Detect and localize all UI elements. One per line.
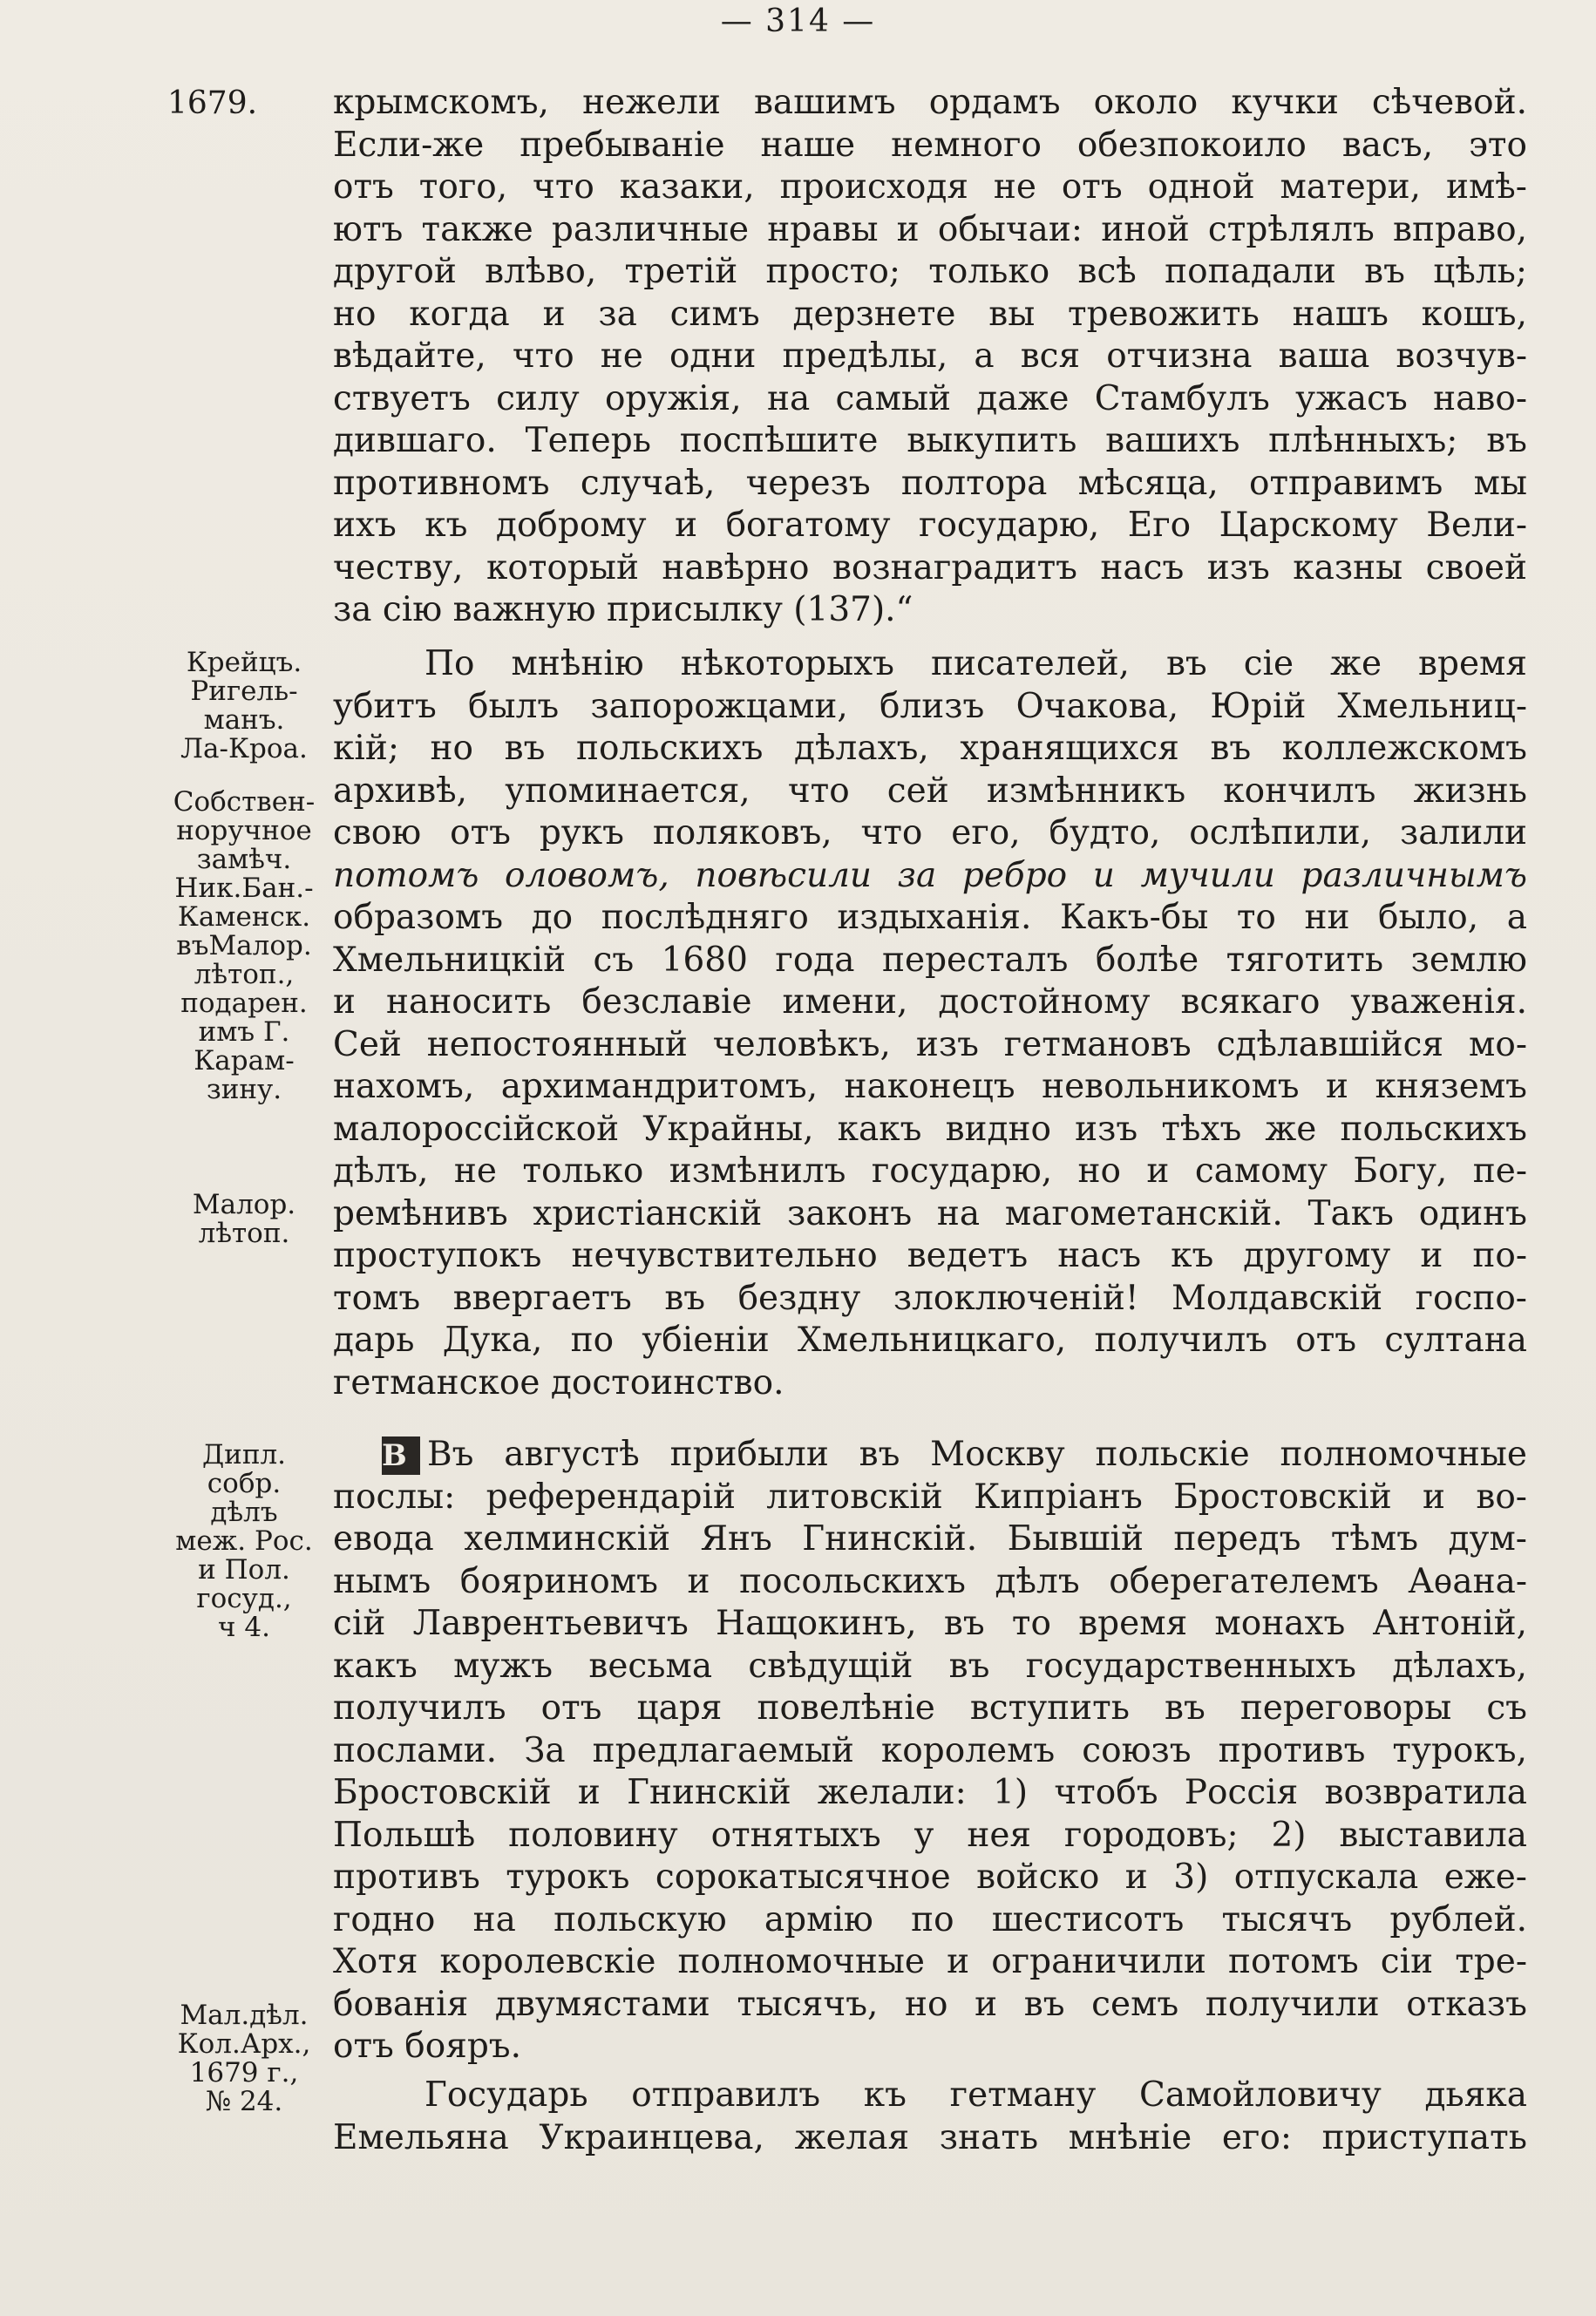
text-line: ютъ также различные нравы и обычаи: иной стрѣлялъ вправо, xyxy=(333,209,1527,249)
margin-line: Ник.Бан.- xyxy=(174,873,314,904)
margin-line: дѣлъ xyxy=(210,1497,278,1528)
margin-notes xyxy=(148,649,340,1248)
text-line: крымскомъ, нежели вашимъ ордамъ около кучки сѣчевой. xyxy=(333,83,1527,122)
decorative-initial: В xyxy=(382,1436,420,1475)
text-line: послы: референдарій литовскій Кипріанъ Бростовскій и во- xyxy=(333,1477,1527,1517)
text-line: отъ бояръ. xyxy=(333,2027,522,2066)
text-line: архивѣ, упоминается, что сей измѣнникъ кончилъ жизнь xyxy=(333,771,1527,811)
text-line: проступокъ нечувствительно ведетъ насъ къ другому и по- xyxy=(333,1236,1527,1275)
text-line: евода хелминскій Янъ Гнинскій. Бывшій передъ тѣмъ дум- xyxy=(333,1519,1527,1559)
text-line: дившаго. Теперь поспѣшите выкупить вашихъ плѣнныхъ; въ xyxy=(333,421,1527,460)
margin-notes xyxy=(148,1441,340,2116)
text-line: Сей непостоянный человѣкъ, изъ гетмановъ сдѣлавшійся мо- xyxy=(333,1024,1527,1064)
text-line: другой влѣво, третій просто; только всѣ попадали въ цѣль; xyxy=(333,252,1527,291)
margin-line xyxy=(148,1773,340,1817)
margin-line: зину. xyxy=(206,1074,282,1105)
text-line: какъ мужъ весьма свѣдущій въ государственныхъ дѣлахъ, xyxy=(333,1646,1527,1686)
text-line: дарь Дука, по убіеніи Хмельницкаго, получилъ отъ султана xyxy=(333,1321,1527,1360)
margin-line: Каменск. xyxy=(177,901,311,933)
text-line: убитъ былъ запорожцами, близъ Очакова, Юрій Хмельниц- xyxy=(333,686,1527,726)
paragraph-text xyxy=(333,1434,1527,2068)
paragraph-text xyxy=(333,643,1527,1404)
text-line: нахомъ, архимандритомъ, наконецъ невольникомъ и княземъ xyxy=(333,1067,1527,1106)
text-line: честву, который навѣрно вознаградитъ насъ изъ казны своей xyxy=(333,547,1527,587)
margin-line xyxy=(148,1729,340,1773)
margin-line xyxy=(148,764,340,788)
margin-line: госуд., xyxy=(196,1583,292,1614)
text-line: ихъ къ доброму и богатому государю, Его Царскому Вели- xyxy=(333,506,1527,545)
margin-line: 1679 г., xyxy=(189,2057,299,2088)
margin-line: въМалор. xyxy=(176,930,312,961)
margin-line: собр. xyxy=(207,1468,282,1499)
margin-line: Собствен- xyxy=(173,786,316,818)
margin-line: Карам- xyxy=(194,1045,295,1076)
paragraph-text xyxy=(333,2075,1527,2159)
margin-line: манъ. xyxy=(203,704,285,736)
margin-line: Малор. xyxy=(192,1189,296,1220)
text-line: ствуетъ силу оружія, на самый даже Стамбулъ ужасъ наво- xyxy=(333,378,1527,418)
text-line: за сію важную присылку (137).“ xyxy=(333,590,913,629)
margin-note xyxy=(167,85,359,121)
text-line: годно на польскую армію по шестисотъ тысячъ рублей. xyxy=(333,1899,1527,1939)
text-line: сій Лаврентьевичъ Нащокинъ, въ то время монахъ Антоній, xyxy=(333,1604,1527,1643)
margin-year: 1679. xyxy=(167,85,258,121)
margin-line: Кол.Арх., xyxy=(177,2028,311,2060)
text-line: но когда и за симъ дерзнете вы тревожить нашъ кошъ, xyxy=(333,294,1527,334)
text-line: противномъ случаѣ, черезъ полтора мѣсяца, отправимъ мы xyxy=(333,463,1527,503)
text-line: По мнѣнію нѣкоторыхъ писателей, въ сіе же время xyxy=(424,644,1527,683)
margin-line xyxy=(148,1133,340,1162)
margin-line: норучное xyxy=(176,815,312,846)
margin-line: ч 4. xyxy=(218,1612,270,1643)
text-line: Государь отправилъ къ гетману Самойловичу дьяка xyxy=(424,2075,1527,2115)
text-line: свою отъ рукъ поляковъ, что его, будто, ослѣпили, залили xyxy=(333,813,1527,852)
text-line: Хотя королевскіе полномочные и ограничили потомъ сіи тре- xyxy=(333,1942,1527,1981)
text-line: малороссійской Украйны, какъ видно изъ тѣхъ же польскихъ xyxy=(333,1109,1527,1149)
margin-line: Крейцъ. xyxy=(186,647,302,678)
text-line xyxy=(333,1434,1527,1477)
margin-line: Мал.дѣл. xyxy=(180,2000,309,2031)
text-line: Если-же пребываніе наше немного обезпокоило васъ, это xyxy=(333,125,1527,165)
text-line: и наносить безславіе имени, достойному всякаго уваженія. xyxy=(333,982,1527,1022)
text-line: образомъ до послѣдняго издыханія. Какъ-бы то ни было, а xyxy=(333,898,1527,937)
margin-line: Дипл. xyxy=(201,1439,287,1470)
margin-line: Ла-Кроа. xyxy=(180,733,308,764)
margin-line: и Пол. xyxy=(198,1554,290,1586)
text-line: дѣлъ, не только измѣнилъ государю, но и самому Богу, пе- xyxy=(333,1151,1527,1191)
text-line: Хмельницкій съ 1680 года пересталъ болѣе тяготить землю xyxy=(333,940,1527,980)
text-line: кій; но въ польскихъ дѣлахъ, хранящихся въ коллежскомъ xyxy=(333,729,1527,768)
text-line: отъ того, что казаки, происходя не отъ одной матери, имѣ- xyxy=(333,167,1527,207)
margin-line: подарен. xyxy=(180,988,308,1019)
text-line: Польшѣ половину отнятыхъ у нея городовъ; 2) выставила xyxy=(333,1815,1527,1855)
text-line: нымъ бояриномъ и посольскихъ дѣлъ оберегателемъ Аѳана- xyxy=(333,1561,1527,1601)
text-line-content: Въ августѣ прибыли въ Москву польскіе полномочные xyxy=(427,1435,1527,1474)
text-line: послами. За предлагаемый королемъ союзъ противъ турокъ, xyxy=(333,1730,1527,1770)
text-line: Бростовскій и Гнинскій желали: 1) чтобъ Россія возвратила xyxy=(333,1773,1527,1812)
page-number: — 314 — xyxy=(720,3,876,39)
text-line: ремѣнивъ христіанскій законъ на магометанскій. Такъ одинъ xyxy=(333,1193,1527,1233)
margin-line xyxy=(148,1860,340,1904)
margin-line xyxy=(148,1904,340,1947)
margin-line: Ригель- xyxy=(190,676,298,707)
text-line: гетманское достоинство. xyxy=(333,1362,784,1403)
text-line-italic: потомъ оловомъ, повѣсили за ребро и мучили различнымъ xyxy=(333,855,1527,895)
margin-line xyxy=(148,1947,340,1991)
margin-line: меж. Рос. xyxy=(175,1525,313,1557)
margin-line: замѣч. xyxy=(196,844,292,875)
margin-line: лѣтоп., xyxy=(194,959,295,990)
margin-line xyxy=(148,1686,340,1729)
text-line: получилъ отъ царя повелѣніе вступить въ переговоры съ xyxy=(333,1688,1527,1728)
margin-line xyxy=(148,1104,340,1133)
margin-line: имъ Г. xyxy=(198,1016,290,1048)
margin-line: № 24. xyxy=(205,2086,283,2117)
margin-line xyxy=(148,1642,340,1686)
text-line: вѣдайте, что не одни предѣлы, а вся отчизна ваша возчув- xyxy=(333,336,1527,376)
text-line: томъ ввергаетъ въ бездну злоключеній! Молдавскій госпо- xyxy=(333,1278,1527,1318)
margin-line xyxy=(148,1817,340,1860)
text-line: бованія двумястами тысячъ, но и въ семъ получили отказъ xyxy=(333,1984,1527,2024)
paragraph-text xyxy=(333,82,1527,632)
text-line: Емельяна Украинцева, желая знать мнѣніе его: приступать xyxy=(333,2117,1527,2157)
text-line: противъ турокъ сорокатысячное войско и 3) отпускала еже- xyxy=(333,1858,1527,1897)
margin-line xyxy=(148,1162,340,1191)
margin-line: лѣтоп. xyxy=(198,1218,290,1249)
